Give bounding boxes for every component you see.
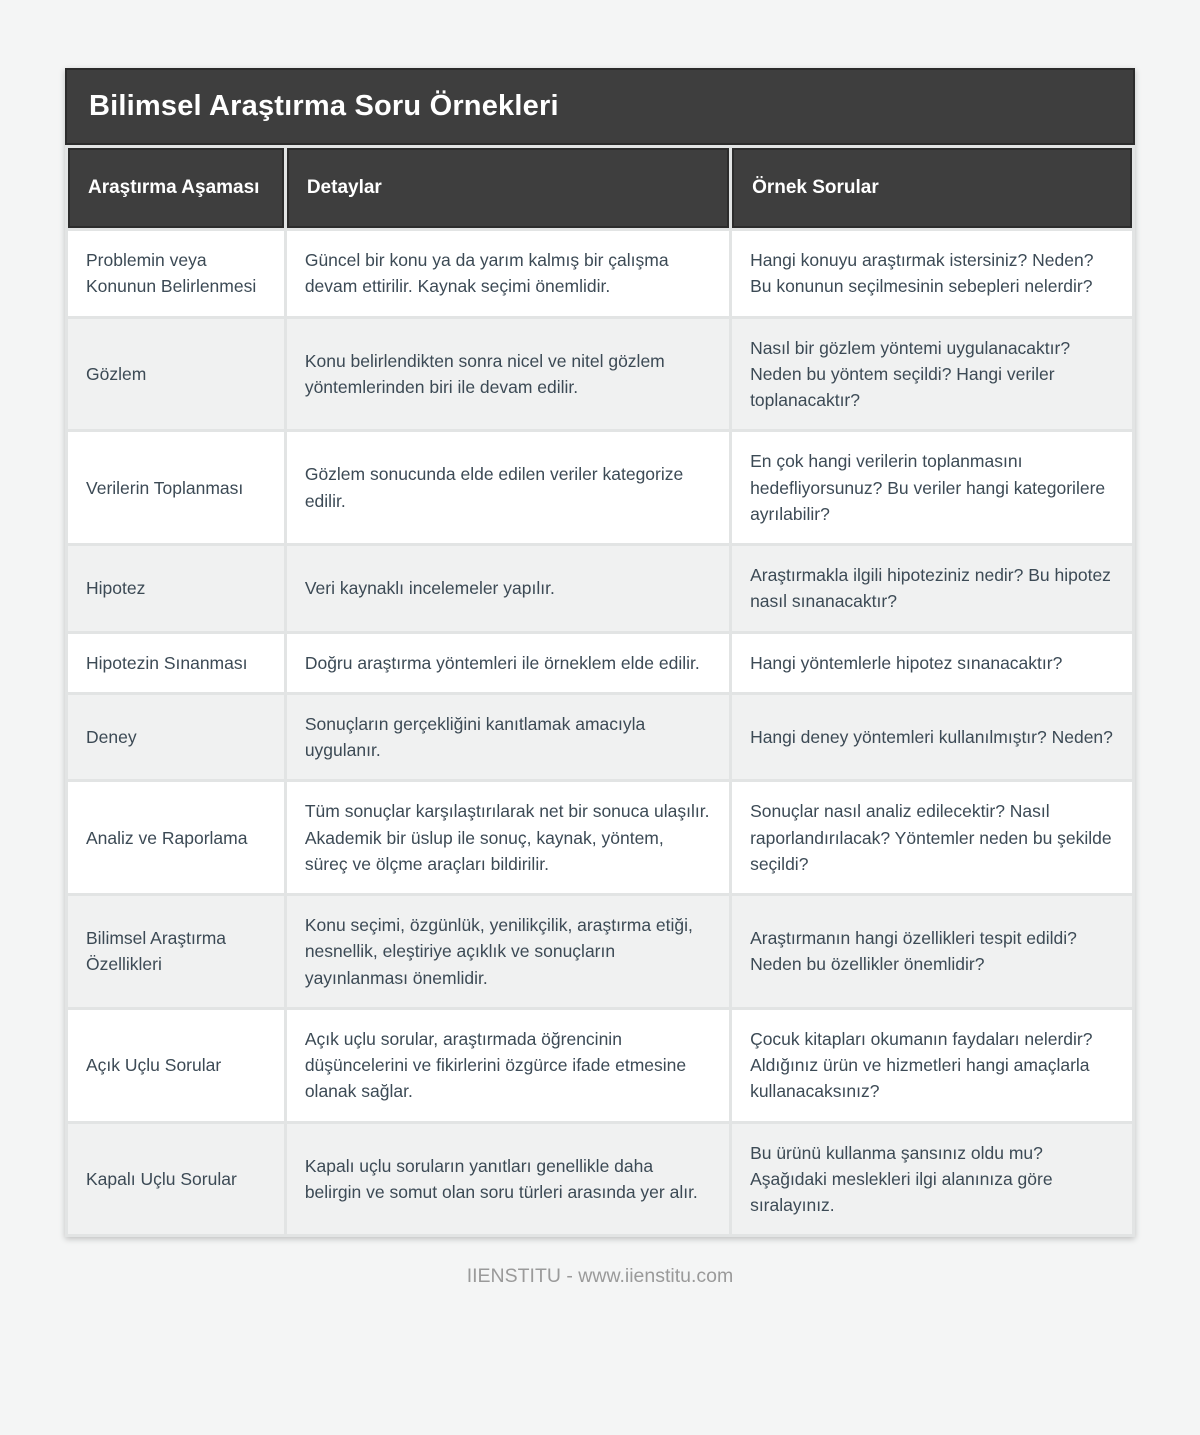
stage-cell: Açık Uçlu Sorular	[68, 1010, 284, 1121]
stage-cell: Hipotez	[68, 546, 284, 631]
stage-cell: Problemin veya Konunun Belirlenmesi	[68, 231, 284, 316]
details-cell: Konu seçimi, özgünlük, yenilikçilik, araştırma etiği, nesnellik, eleştiriye açıklık ve sonuçların yayınlanması önemlidir.	[287, 896, 729, 1007]
details-cell: Açık uçlu sorular, araştırmada öğrencinin düşüncelerini ve fikirlerini özgürce ifade etmesine olanak sağlar.	[287, 1010, 729, 1121]
questions-cell: Hangi deney yöntemleri kullanılmıştır? Neden?	[732, 695, 1132, 780]
page-title: Bilimsel Araştırma Soru Örnekleri	[65, 68, 1135, 145]
footer-text: IIENSTITU - www.iienstitu.com	[466, 1265, 734, 1288]
stage-cell: Verilerin Toplanması	[68, 432, 284, 543]
table-row	[68, 546, 1132, 631]
table-row	[68, 1124, 1132, 1235]
details-cell: Güncel bir konu ya da yarım kalmış bir çalışma devam ettirilir. Kaynak seçimi önemlidir.	[287, 231, 729, 316]
stage-cell: Bilimsel Araştırma Özellikleri	[68, 896, 284, 1007]
table-body	[68, 231, 1132, 1234]
table-row	[68, 896, 1132, 1007]
table-row	[68, 432, 1132, 543]
table-row	[68, 634, 1132, 692]
questions-cell: Hangi konuyu araştırmak istersiniz? Neden? Bu konunun seçilmesinin sebepleri nelerdir?	[732, 231, 1132, 316]
questions-cell: Araştırmakla ilgili hipoteziniz nedir? Bu hipotez nasıl sınanacaktır?	[732, 546, 1132, 631]
col-header-stage: Araştırma Aşaması	[68, 148, 284, 228]
col-header-details: Detaylar	[287, 148, 729, 228]
research-table-card	[65, 68, 1135, 1237]
stage-cell: Gözlem	[68, 319, 284, 430]
table-row	[68, 695, 1132, 780]
stage-cell: Kapalı Uçlu Sorular	[68, 1124, 284, 1235]
col-header-questions: Örnek Sorular	[732, 148, 1132, 228]
details-cell: Veri kaynaklı incelemeler yapılır.	[287, 546, 729, 631]
table-row	[68, 782, 1132, 893]
details-cell: Konu belirlendikten sonra nicel ve nitel gözlem yöntemlerinden biri ile devam edilir.	[287, 319, 729, 430]
questions-cell: Araştırmanın hangi özellikleri tespit edildi? Neden bu özellikler önemlidir?	[732, 896, 1132, 1007]
questions-cell: Hangi yöntemlerle hipotez sınanacaktır?	[732, 634, 1132, 692]
details-cell: Kapalı uçlu soruların yanıtları genellikle daha belirgin ve somut olan soru türleri arasında yer alır.	[287, 1124, 729, 1235]
details-cell: Tüm sonuçlar karşılaştırılarak net bir sonuca ulaşılır. Akademik bir üslup ile sonuç, kaynak, yöntem, süreç ve ölçme araçları bildirilir.	[287, 782, 729, 893]
questions-cell: En çok hangi verilerin toplanmasını hedefliyorsunuz? Bu veriler hangi kategorilere ayrılabilir?	[732, 432, 1132, 543]
questions-cell: Bu ürünü kullanma şansınız oldu mu? Aşağıdaki meslekleri ilgi alanınıza göre sıralayınız.	[732, 1124, 1132, 1235]
stage-cell: Hipotezin Sınanması	[68, 634, 284, 692]
questions-cell: Sonuçlar nasıl analiz edilecektir? Nasıl raporlandırılacak? Yöntemler neden bu şekilde seçildi?	[732, 782, 1132, 893]
details-cell: Doğru araştırma yöntemleri ile örneklem elde edilir.	[287, 634, 729, 692]
details-cell: Sonuçların gerçekliğini kanıtlamak amacıyla uygulanır.	[287, 695, 729, 780]
table-row	[68, 319, 1132, 430]
table-row	[68, 231, 1132, 316]
research-table	[65, 145, 1135, 1237]
table-header	[68, 148, 1132, 228]
stage-cell: Deney	[68, 695, 284, 780]
table-row	[68, 1010, 1132, 1121]
details-cell: Gözlem sonucunda elde edilen veriler kategorize edilir.	[287, 432, 729, 543]
questions-cell: Nasıl bir gözlem yöntemi uygulanacaktır? Neden bu yöntem seçildi? Hangi veriler toplanacaktır?	[732, 319, 1132, 430]
stage-cell: Analiz ve Raporlama	[68, 782, 284, 893]
questions-cell: Çocuk kitapları okumanın faydaları nelerdir? Aldığınız ürün ve hizmetleri hangi amaçlarla kullanacaksınız?	[732, 1010, 1132, 1121]
header-row	[68, 148, 1132, 228]
